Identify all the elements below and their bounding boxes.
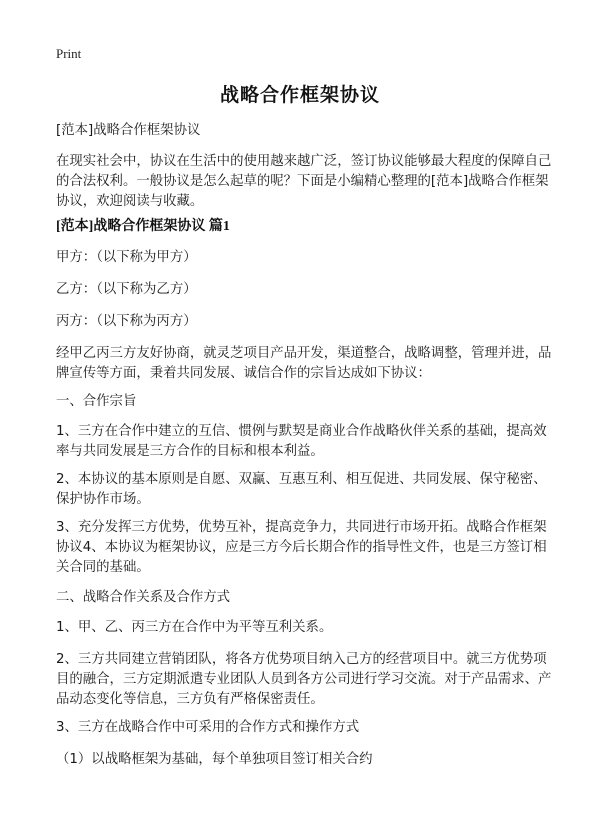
clause-2-1: 1、甲、乙、丙三方在合作中为平等互利关系。 — [56, 620, 333, 635]
clause-1-1: 1、三方在合作中建立的互信、惯例与默契是商业合作战略伙伴关系的基础，提高效率与共同发展是三方合作的目标和根本利益。 — [56, 424, 547, 459]
party-b-line: 乙方：（以下称为乙方） — [56, 282, 197, 297]
section-heading: [范本]战略合作框架协议 篇1 — [56, 219, 230, 234]
party-c-line: 丙方：（以下称为丙方） — [56, 314, 197, 329]
clause-2-2: 2、三方共同建立营销团队，将各方优势项目纳入己方的经营项目中。就三方优势项目的融合，三方定期派遣专业团队人员到各方公司进行学习交流。对于产品需求、产品动态变化等信息，三方负有严格保密责任。 — [56, 652, 552, 707]
heading-cooperation-relationship: 二、战略合作关系及合作方式 — [56, 590, 231, 605]
document-title: 战略合作框架协议 — [219, 84, 380, 106]
heading-cooperation-purpose: 一、合作宗旨 — [56, 394, 137, 409]
clause-1-2: 2、本协议的基本原则是自愿、双赢、互惠互利、相互促进、共同发展、保守秘密、保护协作市场。 — [56, 472, 547, 507]
clause-2-3-1: （1）以战略框架为基础，每个单独项目签订相关合约 — [56, 752, 373, 767]
document-subtitle: [范本]战略合作框架协议 — [56, 123, 201, 138]
clause-2-3: 3、三方在战略合作中可采用的合作方式和操作方式 — [56, 720, 360, 735]
intro-paragraph: 在现实社会中，协议在生活中的使用越来越广泛，签订协议能够最大程度的保障自己的合法权利。一般协议是怎么起草的呢？下面是小编精心整理的[范本]战略合作框架协议，欢迎阅读与收藏。 — [56, 154, 552, 209]
preamble-paragraph: 经甲乙丙三方友好协商，就灵芝项目产品开发，渠道整合，战略调整，管理并进，品牌宣传等方面，秉着共同发展、诚信合作的宗旨达成如下协议： — [56, 346, 552, 381]
print-label[interactable]: Print — [56, 46, 82, 61]
party-a-line: 甲方：（以下称为甲方） — [56, 250, 197, 265]
clause-1-3: 3、充分发挥三方优势，优势互补，提高竞争力，共同进行市场开拓。战略合作框架协议4、本协议为框架协议，应是三方今后长期合作的指导性文件，也是三方签订相关合同的基础。 — [56, 520, 547, 575]
